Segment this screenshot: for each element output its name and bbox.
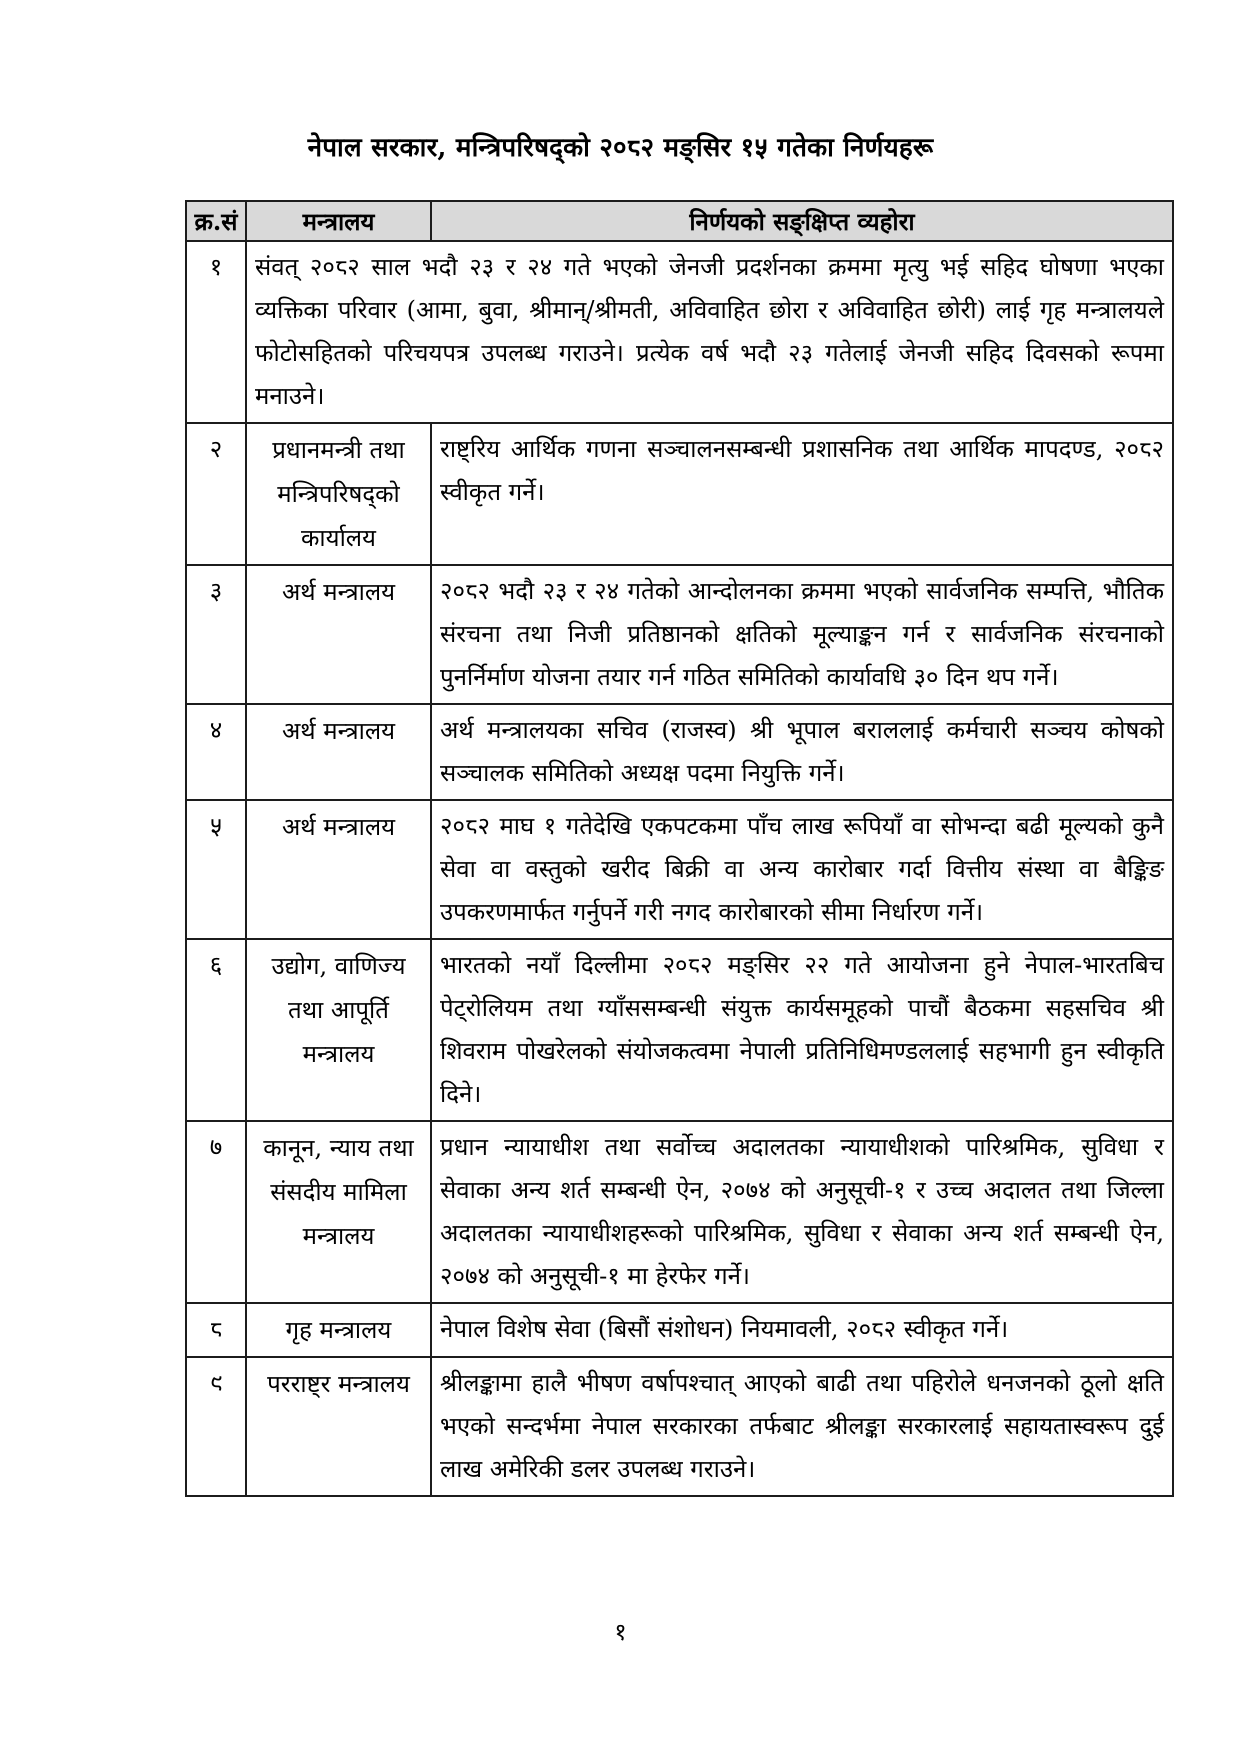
- table-row: [186, 241, 1173, 423]
- header-decision-summary: निर्णयको सङ्क्षिप्त व्यहोरा: [431, 201, 1173, 241]
- ministry-cell: प्रधानमन्त्री तथा मन्त्रिपरिषद्को कार्यालय: [246, 423, 431, 565]
- decision-cell: २०८२ भदौ २३ र २४ गतेको आन्दोलनका क्रममा भएको सार्वजनिक सम्पत्ति, भौतिक संरचना तथा निजी प्रतिष्ठानको क्षतिको मूल्याङ्कन गर्न र सार्वजनिक संरचनाको पुनर्निर्माण योजना तयार गर्न गठित समितिको कार्यावधि ३० दिन थप गर्ने।: [431, 565, 1173, 704]
- serial-number-cell: ९: [186, 1357, 246, 1496]
- decision-cell: नेपाल विशेष सेवा (बिसौं संशोधन) नियमावली, २०८२ स्वीकृत गर्ने।: [431, 1303, 1173, 1357]
- ministry-cell: कानून, न्याय तथा संसदीय मामिला मन्त्रालय: [246, 1121, 431, 1303]
- serial-number-cell: ८: [186, 1303, 246, 1357]
- ministry-cell: परराष्ट्र मन्त्रालय: [246, 1357, 431, 1496]
- serial-number-cell: ४: [186, 704, 246, 800]
- serial-number-cell: १: [186, 241, 246, 423]
- page-number: १: [614, 1618, 627, 1646]
- decision-cell: राष्ट्रिय आर्थिक गणना सञ्चालनसम्बन्धी प्रशासनिक तथा आर्थिक मापदण्ड, २०८२ स्वीकृत गर्ने।: [431, 423, 1173, 565]
- page-title: नेपाल सरकार, मन्त्रिपरिषद्को २०८२ मङ्सिर १५ गतेका निर्णयहरू: [307, 133, 934, 163]
- decisions-table: [185, 200, 1174, 1497]
- table-header-row: [186, 201, 1173, 241]
- decision-cell: अर्थ मन्त्रालयका सचिव (राजस्व) श्री भूपाल बराललाई कर्मचारी सञ्चय कोषको सञ्चालक समितिको अध्यक्ष पदमा नियुक्ति गर्ने।: [431, 704, 1173, 800]
- table-row: [186, 704, 1173, 800]
- decision-cell: श्रीलङ्कामा हालै भीषण वर्षापश्चात् आएको बाढी तथा पहिरोले धनजनको ठूलो क्षति भएको सन्दर्भमा नेपाल सरकारका तर्फबाट श्रीलङ्का सरकारलाई सहायतास्वरूप दुई लाख अमेरिकी डलर उपलब्ध गराउने।: [431, 1357, 1173, 1496]
- serial-number-cell: ५: [186, 800, 246, 939]
- decision-cell: भारतको नयाँ दिल्लीमा २०८२ मङ्सिर २२ गते आयोजना हुने नेपाल-भारतबिच पेट्रोलियम तथा ग्याँससम्बन्धी संयुक्त कार्यसमूहको पाचौं बैठकमा सहसचिव श्री शिवराम पोखरेलको संयोजकत्वमा नेपाली प्रतिनिधिमण्डललाई सहभागी हुन स्वीकृति दिने।: [431, 939, 1173, 1121]
- ministry-cell: उद्योग, वाणिज्य तथा आपूर्ति मन्त्रालय: [246, 939, 431, 1121]
- decision-cell: संवत् २०८२ साल भदौ २३ र २४ गते भएको जेनजी प्रदर्शनका क्रममा मृत्यु भई सहिद घोषणा भएका व्यक्तिका परिवार (आमा, बुवा, श्रीमान्/श्रीमती, अविवाहित छोरा र अविवाहित छोरी) लाई गृह मन्त्रालयले फोटोसहितको परिचयपत्र उपलब्ध गराउने। प्रत्येक वर्ष भदौ २३ गतेलाई जेनजी सहिद दिवसको रूपमा मनाउने।: [246, 241, 1173, 423]
- ministry-cell: अर्थ मन्त्रालय: [246, 800, 431, 939]
- table-row: [186, 1303, 1173, 1357]
- table-row: [186, 423, 1173, 565]
- table-row: [186, 1357, 1173, 1496]
- table-row: [186, 1121, 1173, 1303]
- ministry-cell: अर्थ मन्त्रालय: [246, 565, 431, 704]
- table-row: [186, 565, 1173, 704]
- header-serial-number: क्र.सं: [186, 201, 246, 241]
- ministry-cell: गृह मन्त्रालय: [246, 1303, 431, 1357]
- table-row: [186, 939, 1173, 1121]
- serial-number-cell: ७: [186, 1121, 246, 1303]
- serial-number-cell: ६: [186, 939, 246, 1121]
- decision-cell: प्रधान न्यायाधीश तथा सर्वोच्च अदालतका न्यायाधीशको पारिश्रमिक, सुविधा र सेवाका अन्य शर्त सम्बन्धी ऐन, २०७४ को अनुसूची-१ र उच्च अदालत तथा जिल्ला अदालतका न्यायाधीशहरूको पारिश्रमिक, सुविधा र सेवाका अन्य शर्त सम्बन्धी ऐन, २०७४ को अनुसूची-१ मा हेरफेर गर्ने।: [431, 1121, 1173, 1303]
- decision-cell: २०८२ माघ १ गतेदेखि एकपटकमा पाँच लाख रूपियाँ वा सोभन्दा बढी मूल्यको कुनै सेवा वा वस्तुको खरीद बिक्री वा अन्य कारोबार गर्दा वित्तीय संस्था वा बैङ्किङ उपकरणमार्फत गर्नुपर्ने गरी नगद कारोबारको सीमा निर्धारण गर्ने।: [431, 800, 1173, 939]
- serial-number-cell: ३: [186, 565, 246, 704]
- ministry-cell: अर्थ मन्त्रालय: [246, 704, 431, 800]
- serial-number-cell: २: [186, 423, 246, 565]
- table-row: [186, 800, 1173, 939]
- header-ministry: मन्त्रालय: [246, 201, 431, 241]
